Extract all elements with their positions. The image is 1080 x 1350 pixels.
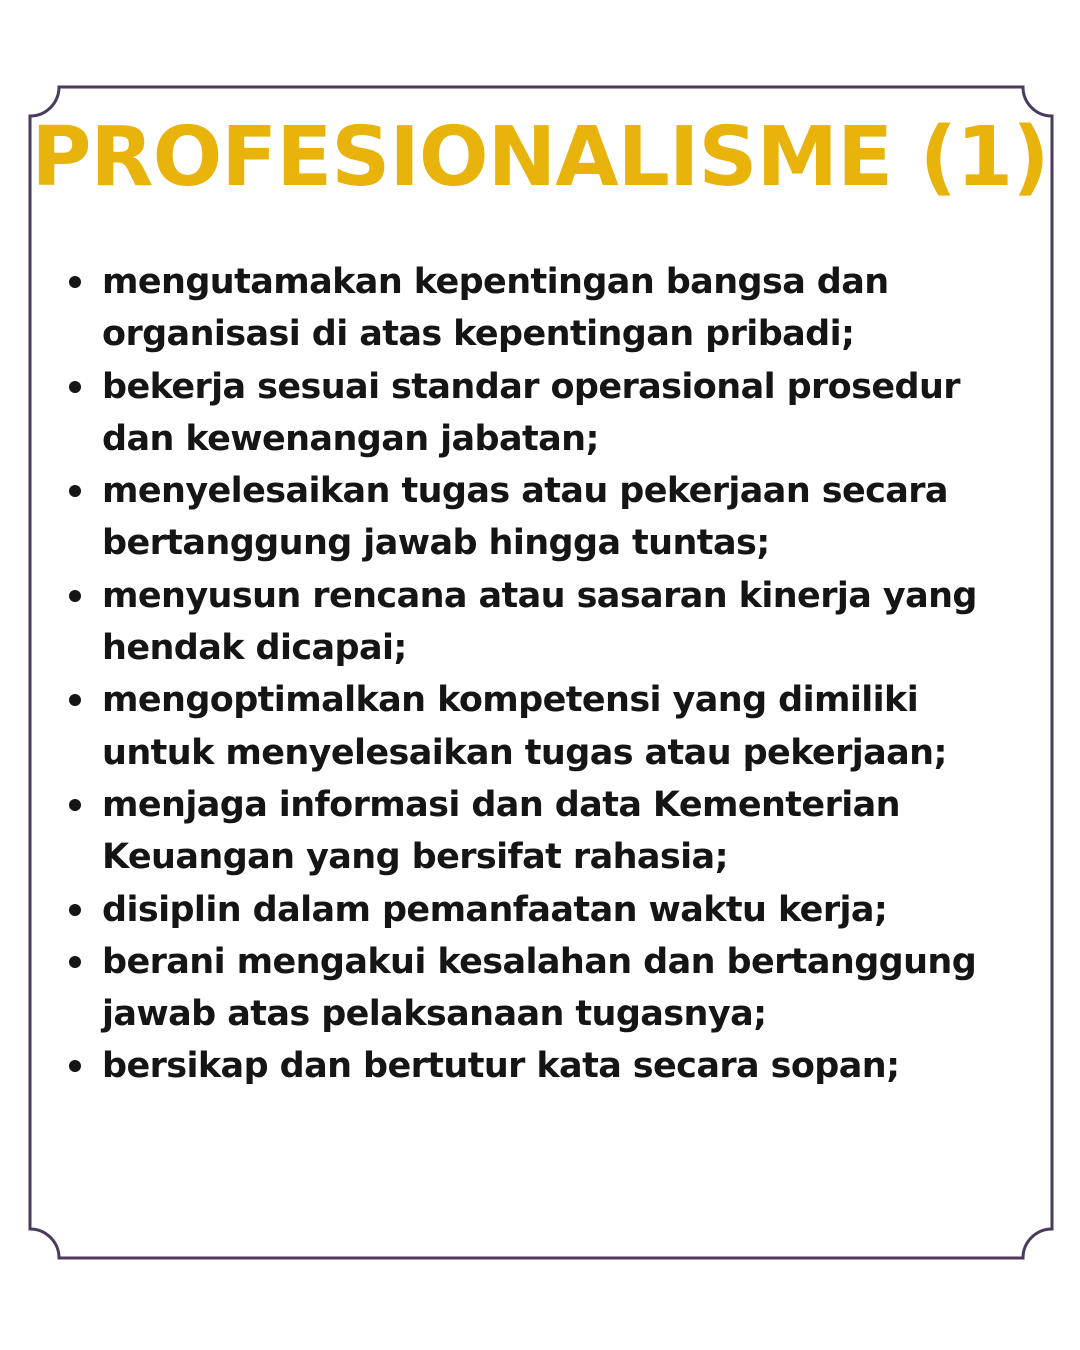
list-item [66, 465, 1016, 570]
list-item-text: mengoptimalkan kompetensi yang dimiliki untuk menyelesaikan tugas atau pekerjaan; [102, 680, 947, 773]
list-item [66, 1040, 1016, 1092]
list-item [66, 884, 1016, 936]
list-item-text: disiplin dalam pemanfaatan waktu kerja; [102, 889, 888, 930]
bullet-icon [69, 799, 81, 811]
bullet-icon [69, 276, 81, 288]
list-item-text: bekerja sesuai standar operasional prosedur dan kewenangan jabatan; [102, 366, 960, 459]
bullet-icon [69, 956, 81, 968]
list-item [66, 361, 1016, 466]
list-item-text: menjaga informasi dan data Kementerian Keuangan yang bersifat rahasia; [102, 784, 900, 878]
bullet-icon [69, 904, 81, 916]
list-item-text: bersikap dan bertutur kata secara sopan; [102, 1046, 900, 1087]
bullet-list [66, 256, 1016, 1093]
bullet-icon [69, 485, 81, 497]
list-item-text: menyusun rencana atau sasaran kinerja yang hendak dicapai; [102, 575, 977, 669]
list-item [66, 779, 1016, 884]
bullet-icon [69, 1060, 81, 1072]
bullet-icon [69, 381, 81, 393]
list-item [66, 674, 1016, 779]
list-item-text: berani mengakui kesalahan dan bertanggung jawab atas pelaksanaan tugasnya; [102, 941, 977, 1035]
list-item [66, 936, 1016, 1041]
list-item [66, 570, 1016, 675]
page-title: PROFESIONALISME (1) [31, 110, 1049, 205]
list-item-text: mengutamakan kepentingan bangsa dan organisasi di atas kepentingan pribadi; [102, 262, 889, 355]
list-item-text: menyelesaikan tugas atau pekerjaan secara bertanggung jawab hingga tuntas; [102, 471, 948, 564]
list-item [66, 256, 1016, 361]
bullet-icon [69, 694, 81, 706]
bullet-icon [69, 590, 81, 602]
